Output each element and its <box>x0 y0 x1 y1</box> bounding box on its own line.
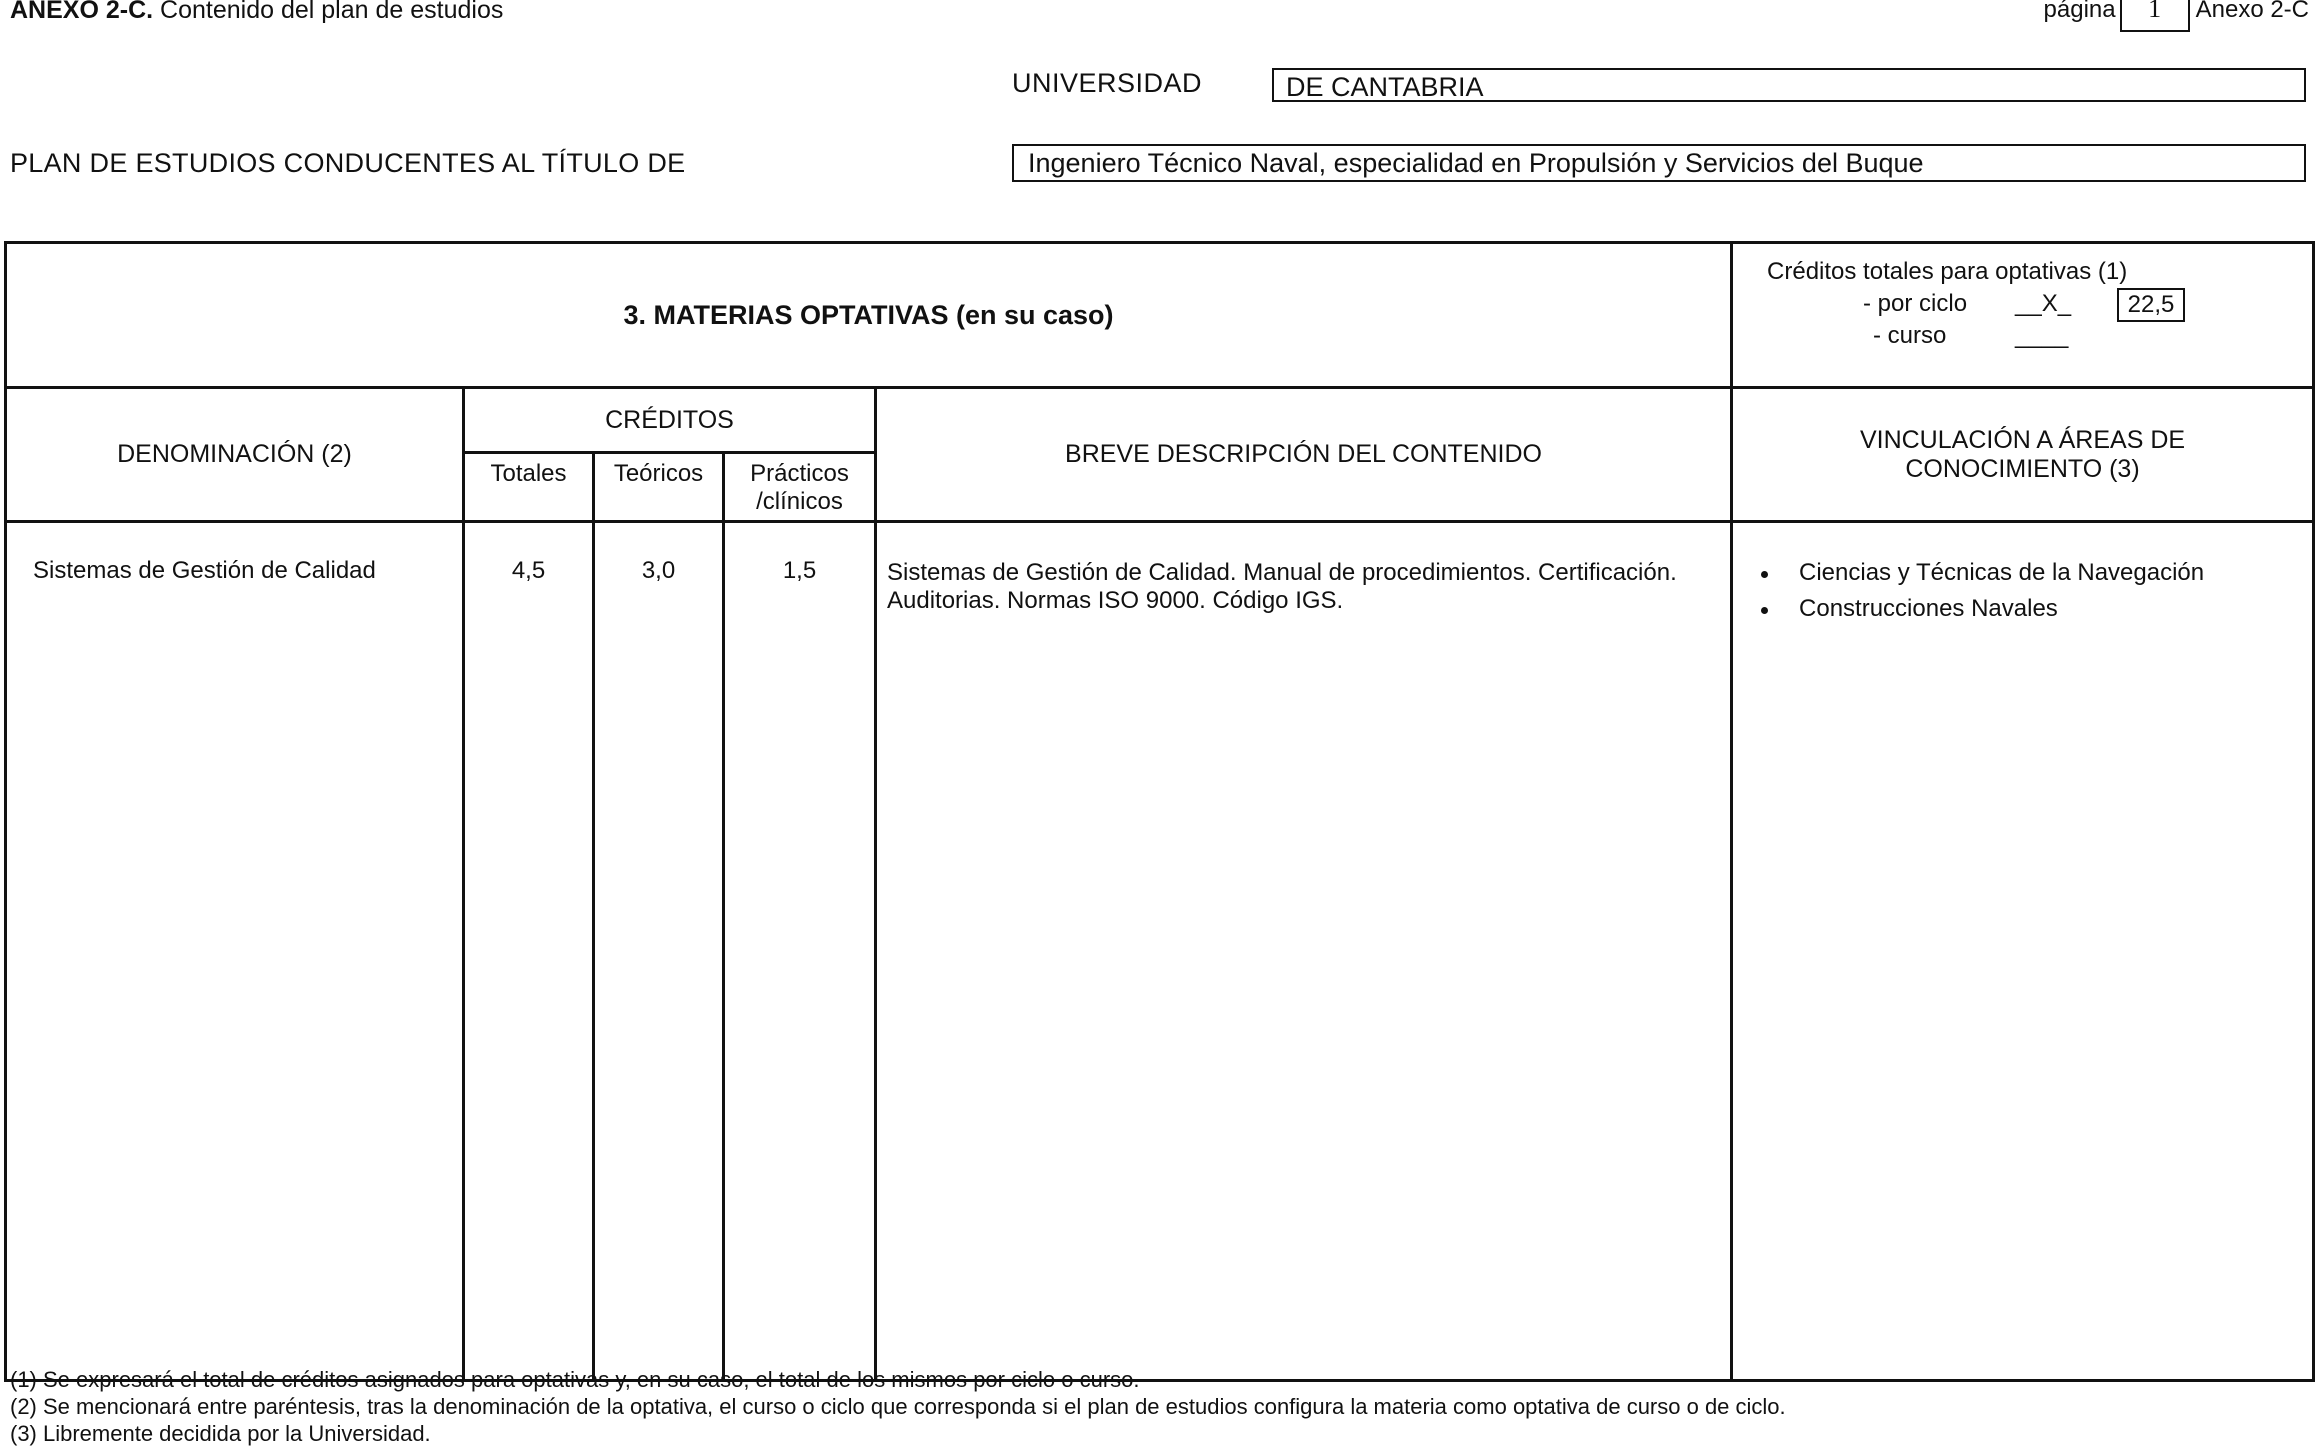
university-field: DE CANTABRIA <box>1272 68 2306 102</box>
footnotes <box>10 1366 1786 1447</box>
annex-header-bold: ANEXO 2-C. <box>10 0 154 24</box>
section-title: 3. MATERIAS OPTATIVAS (en su caso) <box>6 243 1732 388</box>
footnote-1: (1) Se expresará el total de créditos asignados para optativas y, en su caso, el total de los mismos por ciclo o curso. <box>10 1367 1140 1392</box>
plan-label: PLAN DE ESTUDIOS CONDUCENTES AL TÍTULO DE <box>10 148 686 178</box>
footnote-2: (2) Se mencionará entre paréntesis, tras la denominación de la optativa, el curso o ciclo que corresponda si el plan de estudios configura la materia como optativa de curso o de ciclo. <box>10 1394 1786 1419</box>
per-cycle-value: 22,5 <box>2117 288 2185 322</box>
page-indicator <box>2044 0 2309 32</box>
course-label: - curso <box>1873 322 1947 349</box>
per-cycle-mark: __X_ <box>2015 290 2072 317</box>
header-descripcion: BREVE DESCRIPCIÓN DEL CONTENIDO <box>876 388 1732 522</box>
header-teoricos: Teóricos <box>594 453 724 522</box>
university-label: UNIVERSIDAD <box>1012 68 1203 98</box>
row-teoricos: 3,0 <box>594 522 724 1381</box>
row-denominacion: Sistemas de Gestión de Calidad <box>6 522 464 1381</box>
total-credits-box <box>1732 243 2314 388</box>
degree-title-field: Ingeniero Técnico Naval, especialidad en Propulsión y Servicios del Buque <box>1012 144 2306 182</box>
row-practicos: 1,5 <box>724 522 876 1381</box>
table-row <box>6 522 2314 1381</box>
annex-header <box>10 0 503 25</box>
header-creditos: CRÉDITOS <box>464 388 876 453</box>
total-credits-title: Créditos totales para optativas (1) <box>1767 258 2128 285</box>
page-label: página <box>2043 0 2116 23</box>
optional-subjects-table <box>4 241 2315 1382</box>
footnote-3: (3) Libremente decidida por la Universidad. <box>10 1421 431 1446</box>
areas-list <box>1757 559 2312 623</box>
page-number: 1 <box>2120 0 2190 32</box>
row-descripcion: Sistemas de Gestión de Calidad. Manual de procedimientos. Certificación. Auditorias. Normas ISO 9000. Código IGS. <box>876 522 1732 1381</box>
per-cycle-label: - por ciclo <box>1863 290 1968 317</box>
annex-header-text: Contenido del plan de estudios <box>160 0 504 24</box>
header-practicos: Prácticos /clínicos <box>724 453 876 522</box>
list-item: Construcciones Navales <box>1757 595 2312 623</box>
header-vinculacion: VINCULACIÓN A ÁREAS DE CONOCIMIENTO (3) <box>1732 388 2314 522</box>
course-blank: ____ <box>2015 322 2069 349</box>
annex-right-label: Anexo 2-C <box>2195 0 2309 23</box>
list-item: Ciencias y Técnicas de la Navegación <box>1757 559 2312 587</box>
row-totales: 4,5 <box>464 522 594 1381</box>
header-totales: Totales <box>464 453 594 522</box>
header-denominacion: DENOMINACIÓN (2) <box>6 388 464 522</box>
row-areas <box>1732 522 2314 1381</box>
